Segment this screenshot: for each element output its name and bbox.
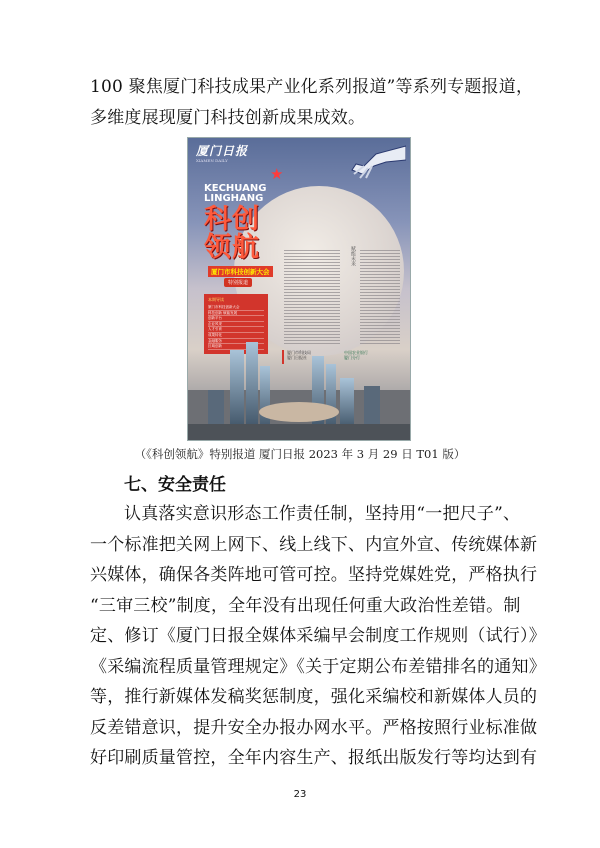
text-line: 好印刷质量管控，全年内容生产、报纸出版发行等均达到有 <box>90 748 538 768</box>
newspaper-subtitle: 厦门市科技创新大会 <box>208 266 273 277</box>
text-line: 多维度展现厦门科技创新成果成效。 <box>90 107 366 128</box>
star-icon: ★ <box>270 165 284 183</box>
newspaper-masthead: 厦门日报 <box>196 144 249 158</box>
toc-row: 创新平台 <box>208 316 264 322</box>
section-heading: 七、安全责任 <box>124 475 226 495</box>
text-line: 兴媒体，确保各类阵地可管可控。坚持党媒姓党，严格执行 <box>90 565 538 585</box>
organizer-line: 厦门日报社 <box>287 355 307 360</box>
toc-row: 区域创新 <box>208 344 264 350</box>
toc-row: 科技创新 赋能发展 <box>208 311 264 317</box>
newspaper-front-page-image <box>188 138 410 440</box>
sponsor-line: 厦门分行 <box>344 355 360 360</box>
special-report-badge: 特别报道 <box>224 278 252 287</box>
city-skyline-graphic <box>188 320 410 440</box>
text-line: 认真落实意识形态工作责任制，坚持用“一把尺子”、 <box>124 504 521 524</box>
text-line: 等，推行新媒体发稿奖惩制度，强化采编校和新媒体人员的 <box>90 687 538 707</box>
toc-row: 企业风采 <box>208 322 264 328</box>
title-line: 领航 <box>204 232 260 263</box>
page-number: 23 <box>293 789 307 800</box>
sponsor-line: 中国农业银行 <box>344 350 368 355</box>
title-line: 科创 <box>204 204 260 235</box>
kechuang-label <box>204 184 266 204</box>
robot-hand-icon <box>346 144 406 184</box>
toc-title: 本期导读 <box>208 297 224 302</box>
text-line: 《采编流程质量管理规定》《关于定期公布差错排名的通知》 <box>90 656 546 677</box>
newspaper-big-title <box>204 206 260 262</box>
text-line: 反差错意识，提升安全办报办网水平。严格按照行业标准做 <box>90 717 538 738</box>
toc-row: 人才引育 <box>208 327 264 333</box>
toc-row: 成果转化 <box>208 333 264 339</box>
toc-row: 金融服务 <box>208 339 264 345</box>
organizer-line: 厦门市科技局 <box>287 350 311 355</box>
body-paragraph-bottom <box>90 499 546 774</box>
kech-line: KECHUANG <box>204 183 267 194</box>
text-line: 定、修订《厦门日报全媒体采编早会制度工作规则（试行）》 <box>90 626 546 646</box>
masthead-subtext: XIAMEN DAILY <box>196 158 228 163</box>
kech-line: LINGHANG <box>204 193 264 204</box>
body-paragraph-top <box>90 72 534 133</box>
text-line: 一个标准把关网上网下、线上线下、内宣外宣、传统媒体新 <box>90 534 538 555</box>
toc-row: 厦门市科技创新大会 <box>208 305 264 311</box>
text-line: 100 聚焦厦门科技成果产业化系列报道”等系列专题报道， <box>90 77 534 97</box>
figure-caption: （《科创领航》特别报道 厦门日报 2023 年 3 月 29 日 T01 版） <box>134 447 466 461</box>
text-line: “三审三校”制度，全年没有出现任何重大政治性差错。制 <box>90 595 521 616</box>
vertical-article-title: 赋能未来 <box>350 246 356 266</box>
